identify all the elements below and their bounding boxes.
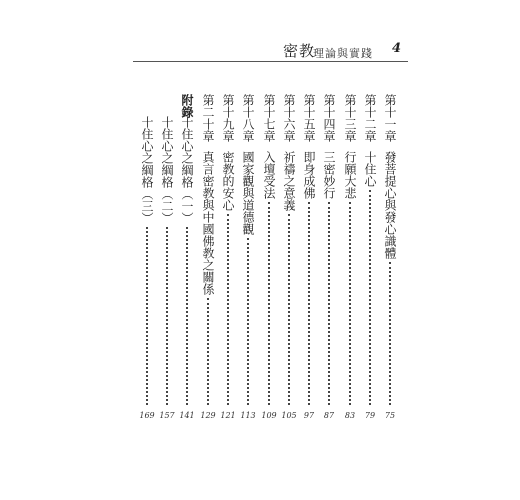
- toc-entry: [180, 94, 194, 430]
- header-title: 密教: [283, 42, 316, 60]
- chapter-page: 75: [384, 411, 396, 420]
- chapter-title: 十住心: [363, 151, 377, 187]
- chapter-page: 105: [281, 411, 297, 420]
- chapter-number: 第十五章: [302, 94, 316, 142]
- leader-dots: [207, 298, 209, 405]
- chapter-page: 121: [220, 411, 236, 420]
- header-subtitle: 理論與實踐: [313, 47, 373, 60]
- leader-dots: [247, 238, 249, 405]
- toc-entry: [221, 94, 235, 430]
- chapter-page: 79: [364, 411, 376, 420]
- toc-entry: [201, 94, 215, 430]
- leader-dots: [308, 202, 310, 405]
- leader-dots: [268, 202, 270, 405]
- chapter-page: 113: [240, 411, 256, 420]
- header-rule: [133, 61, 408, 62]
- chapter-title: 入壇受法: [262, 151, 276, 199]
- chapter-title: 三密妙行: [322, 151, 336, 199]
- chapter-page: 97: [303, 411, 315, 420]
- chapter-number: 第十三章: [343, 94, 357, 142]
- chapter-number: 第十六章: [282, 94, 296, 142]
- leader-dots: [227, 214, 229, 405]
- header-page-number: 4: [392, 41, 402, 56]
- chapter-page: 129: [200, 411, 216, 420]
- chapter-page: 109: [261, 411, 277, 420]
- leader-dots: [389, 262, 391, 405]
- chapter-number: 第十二章: [363, 94, 377, 142]
- chapter-title: 密教的安心: [221, 151, 235, 211]
- leader-dots: [288, 214, 290, 405]
- chapter-number: 第十七章: [262, 94, 276, 142]
- toc-entry: [241, 94, 255, 430]
- leader-dots: [349, 202, 351, 405]
- leader-dots: [369, 190, 371, 405]
- toc-entry: [262, 94, 276, 430]
- appendix-page: 141: [179, 411, 195, 420]
- chapter-number: 第十四章: [322, 94, 336, 142]
- chapter-number: 第二十章: [201, 94, 215, 142]
- leader-dots: [328, 202, 330, 405]
- toc-entry: [302, 94, 316, 430]
- appendix-page: 169: [139, 411, 155, 420]
- chapter-title: 即身成佛: [302, 151, 316, 199]
- chapter-title: 國家觀與道德觀: [241, 151, 255, 235]
- appendix-title: 十住心之綱格（二）: [160, 116, 174, 224]
- chapter-title: 行願大悲: [343, 151, 357, 199]
- chapter-number: 第十八章: [241, 94, 255, 142]
- chapter-page: 87: [323, 411, 335, 420]
- toc-entry: [343, 94, 357, 430]
- chapter-page: 83: [344, 411, 356, 420]
- toc-entry: [383, 94, 397, 430]
- chapter-title: 真言密教與中國佛教之關係: [201, 151, 215, 295]
- leader-dots: [186, 227, 188, 405]
- chapter-number: 第十一章: [383, 94, 397, 142]
- chapter-title: 祈禱之意義: [282, 151, 296, 211]
- toc-entry: [363, 94, 377, 430]
- appendix-title: 十住心之綱格（一）: [180, 116, 194, 224]
- toc-entry: [140, 94, 154, 430]
- appendix-page: 157: [159, 411, 175, 420]
- chapter-number: 第十九章: [221, 94, 235, 142]
- appendix-label: 附錄: [180, 94, 194, 118]
- appendix-title: 十住心之綱格（三）: [140, 116, 154, 224]
- toc-entry: [282, 94, 296, 430]
- leader-dots: [146, 227, 148, 405]
- toc-entry: [322, 94, 336, 430]
- leader-dots: [166, 227, 168, 405]
- chapter-title: 發菩提心與發心識體: [383, 151, 397, 259]
- toc-entry: [160, 94, 174, 430]
